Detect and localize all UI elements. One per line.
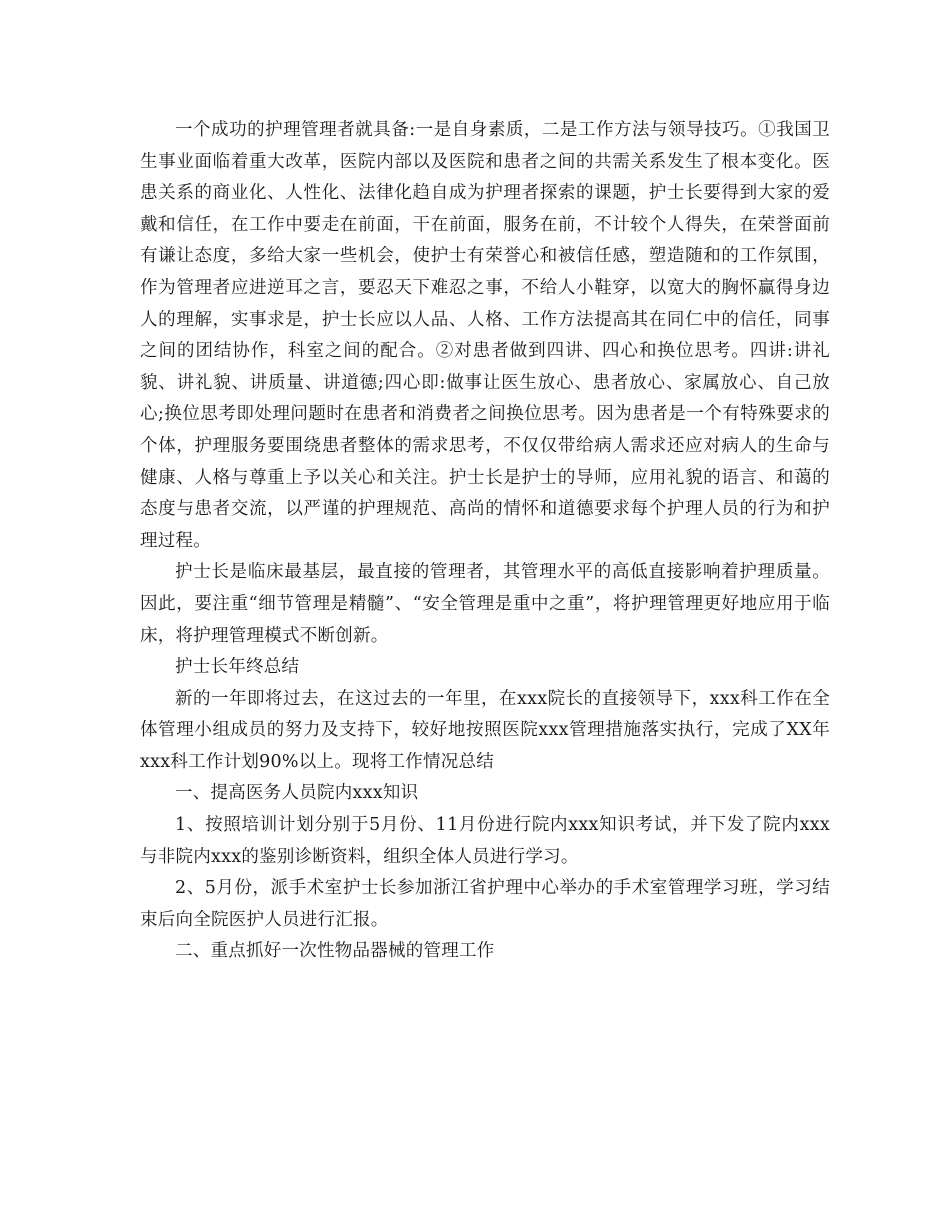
- section-heading-one: 一、提高医务人员院内xxx知识: [175, 783, 419, 804]
- list-item-1: 1、按照培训计划分别于5月份、11月份进行院内xxx知识考试，并下发了院内xxx与非院内xxx的鉴别诊断资料，组织全体人员进行学习。: [140, 815, 830, 867]
- section-heading-year-end-summary: 护士长年终总结: [175, 657, 300, 678]
- document-body: [140, 115, 830, 968]
- paragraph-head-nurse-role: 护士长是临床最基层，最直接的管理者，其管理水平的高低直接影响着护理质量。因此，要注重“细节管理是精髓”、“安全管理是重中之重”，将护理管理更好地应用于临床，将护理管理模式不断创新。: [140, 562, 830, 646]
- paragraph-summary-intro: 新的一年即将过去，在这过去的一年里，在xxx院长的直接领导下，xxx科工作在全体管理小组成员的努力及支持下，较好地按照医院xxx管理措施落实执行，完成了XX年xxx科工作计划90%以上。现将工作情况总结: [140, 688, 830, 772]
- list-item-2: 2、5月份，派手术室护士长参加浙江省护理中心举办的手术室管理学习班，学习结束后向全院医护人员进行汇报。: [140, 878, 830, 930]
- section-heading-two: 二、重点抓好一次性物品器械的管理工作: [175, 941, 495, 962]
- paragraph-management-qualities: 一个成功的护理管理者就具备:一是自身素质，二是工作方法与领导技巧。①我国卫生事业面临着重大改革，医院内部以及医院和患者之间的共需关系发生了根本变化。医患关系的商业化、人性化、法律化趋自成为护理者探索的课题，护士长要得到大家的爱戴和信任，在工作中要走在前面，干在前面，服务在前，不计较个人得失，在荣誉面前有谦让态度，多给大家一些机会，使护士有荣誉心和被信任感，塑造随和的工作氛围，作为管理者应进逆耳之言，要忍天下难忍之事，不给人小鞋穿，以宽大的胸怀赢得身边人的理解，实事求是，护士长应以人品、人格、工作方法提高其在同仁中的信任，同事之间的团结协作，科室之间的配合。②对患者做到四讲、四心和换位思考。四讲:讲礼貌、讲礼貌、讲质量、讲道德;四心即:做事让医生放心、患者放心、家属放心、自己放心;换位思考即处理问题时在患者和消费者之间换位思考。因为患者是一个有特殊要求的个体，护理服务要围绕患者整体的需求思考，不仅仅带给病人需求还应对病人的生命与健康、人格与尊重上予以关心和关注。护士长是护士的导师，应用礼貌的语言、和蔼的态度与患者交流，以严谨的护理规范、高尚的情怀和道德要求每个护理人员的行为和护理过程。: [140, 120, 830, 551]
